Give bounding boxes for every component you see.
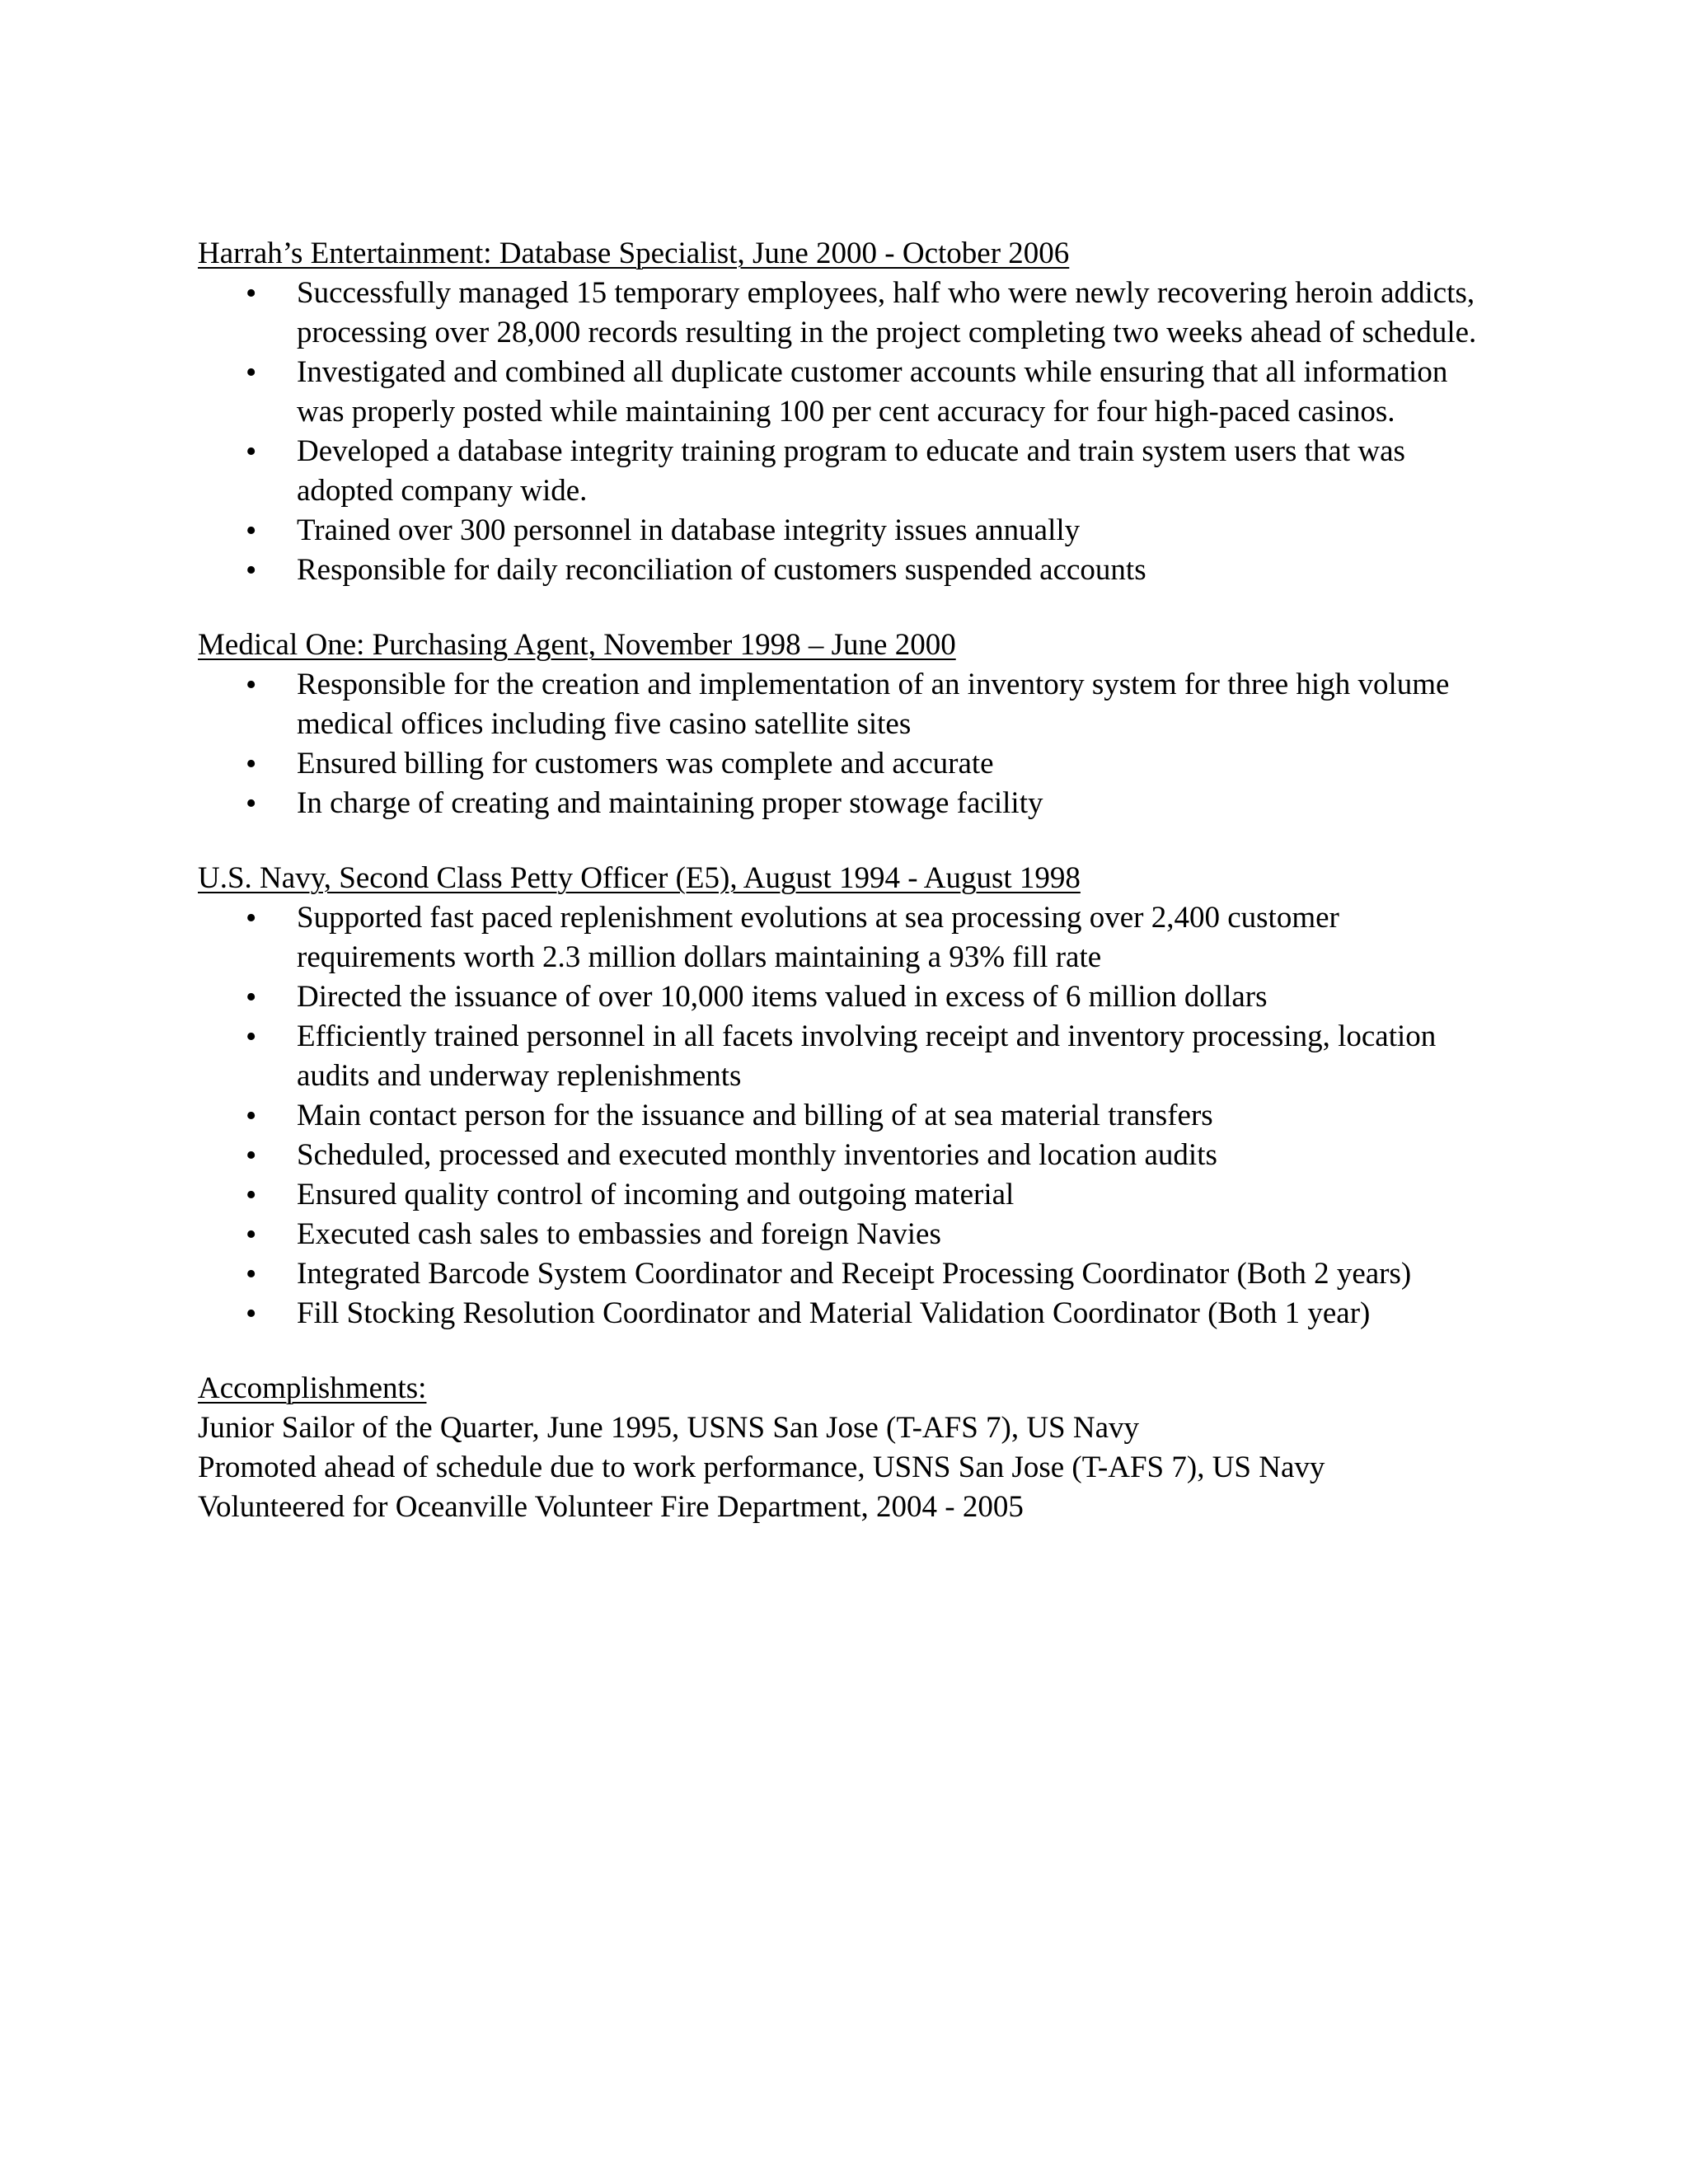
bullet-item: • Integrated Barcode System Coordinator and Receipt Processing Coordinator (Both 2 years) <box>198 1254 1484 1294</box>
section-heading: Harrah’s Entertainment: Database Specialist, June 2000 - October 2006 <box>198 237 1070 270</box>
bullet-item: • Ensured quality control of incoming and outgoing material <box>198 1175 1484 1215</box>
accomplishment-line: Volunteered for Oceanville Volunteer Fire Department, 2004 - 2005 <box>198 1490 1024 1524</box>
bullet-item: • Ensured billing for customers was complete and accurate <box>198 744 1484 784</box>
bullet-item: • Investigated and combined all duplicate customer accounts while ensuring that all information was properly posted while maintaining 100 per cent accuracy for four high-paced casinos. <box>198 353 1484 432</box>
resume-page <box>198 234 1484 1563</box>
bullet-item: • Scheduled, processed and executed monthly inventories and location audits <box>198 1136 1484 1175</box>
accomplishment-line: Junior Sailor of the Quarter, June 1995, USNS San Jose (T-AFS 7), US Navy <box>198 1411 1140 1445</box>
bullet-item: • Successfully managed 15 temporary employees, half who were newly recovering heroin addicts, processing over 28,000 records resulting in the project completing two weeks ahead of schedule. <box>198 274 1484 353</box>
bullet-list <box>198 898 1484 1333</box>
section-accomplishments <box>198 1369 1484 1527</box>
section-heading: Medical One: Purchasing Agent, November 1998 – June 2000 <box>198 628 956 662</box>
bullet-item: • Responsible for the creation and implementation of an inventory system for three high volume medical offices including five casino satellite sites <box>198 665 1484 744</box>
bullet-item: • Fill Stocking Resolution Coordinator and Material Validation Coordinator (Both 1 year) <box>198 1294 1484 1333</box>
accomplishment-line: Promoted ahead of schedule due to work performance, USNS San Jose (T-AFS 7), US Navy <box>198 1451 1325 1484</box>
section-medical-one <box>198 626 1484 823</box>
bullet-item: • Trained over 300 personnel in database integrity issues annually <box>198 511 1484 551</box>
bullet-list <box>198 274 1484 590</box>
bullet-list <box>198 665 1484 823</box>
bullet-item: • Main contact person for the issuance and billing of at sea material transfers <box>198 1096 1484 1136</box>
bullet-item: • Developed a database integrity training program to educate and train system users that was adopted company wide. <box>198 432 1484 511</box>
bullet-item: • Responsible for daily reconciliation of customers suspended accounts <box>198 551 1484 590</box>
bullet-item: • Directed the issuance of over 10,000 items valued in excess of 6 million dollars <box>198 977 1484 1017</box>
section-heading: U.S. Navy, Second Class Petty Officer (E5), August 1994 - August 1998 <box>198 861 1081 895</box>
section-harrahs <box>198 234 1484 590</box>
accomplishments-heading: Accomplishments: <box>198 1371 427 1405</box>
bullet-item: • Supported fast paced replenishment evolutions at sea processing over 2,400 customer requirements worth 2.3 million dollars maintaining a 93% fill rate <box>198 898 1484 977</box>
section-us-navy <box>198 859 1484 1333</box>
bullet-item: • In charge of creating and maintaining proper stowage facility <box>198 784 1484 823</box>
bullet-item: • Executed cash sales to embassies and foreign Navies <box>198 1215 1484 1254</box>
bullet-item: • Efficiently trained personnel in all facets involving receipt and inventory processing, location audits and underway replenishments <box>198 1017 1484 1096</box>
